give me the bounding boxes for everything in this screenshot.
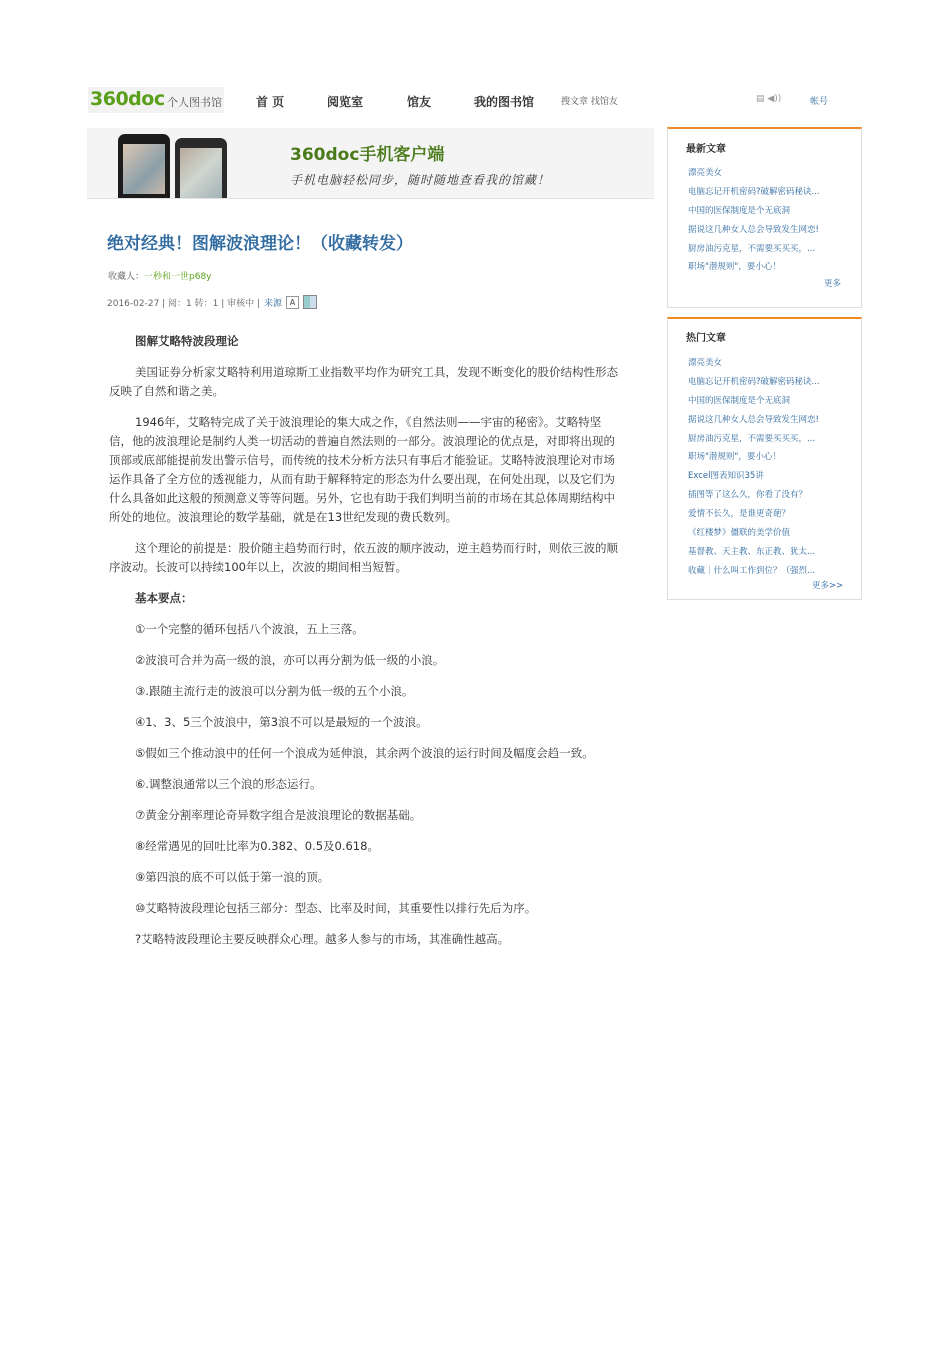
key-point: ⑩艾略特波段理论包括三部分：型态、比率及时间，其重要性以排行先后为序。 (135, 901, 537, 915)
nav-friends[interactable]: 馆友 (407, 95, 432, 109)
list-item[interactable]: 漂亮美女 (688, 358, 723, 368)
key-point: ②波浪可合并为高一级的浪，亦可以再分割为低一级的小浪。 (135, 653, 445, 667)
hot-articles-box (667, 317, 862, 600)
key-point: ④1、3、5三个波浪中，第3浪不可以是最短的一个波浪。 (135, 715, 428, 729)
key-points-heading: 基本要点： (135, 591, 193, 605)
list-item[interactable]: 插图等了这么久，你看了没有？ (688, 490, 808, 501)
nav-my-library[interactable]: 我的图书馆 (474, 95, 535, 109)
logo-subtitle: 个人图书馆 (167, 96, 222, 109)
collector-line (108, 269, 212, 282)
account-link[interactable]: 帐号 (810, 97, 829, 107)
article-meta (107, 295, 317, 309)
list-item[interactable]: 电脑忘记开机密码?破解密码秘诀... (688, 376, 820, 387)
latest-articles-box (667, 127, 862, 308)
latest-more-link[interactable]: 更多 (824, 279, 842, 289)
list-item[interactable]: 厨房油污克星，不需要买买买，... (688, 433, 816, 444)
list-item[interactable]: 电脑忘记开机密码?破解密码秘诀... (688, 186, 820, 197)
paragraph: 1946年，艾略特完成了关于波浪理论的集大成之作，《自然法则——宇宙的秘密》。艾略特坚信，他的波浪理论是制约人类一切活动的普遍自然法则的一部分。波浪理论的优点是，对即将出现的顶部或底部能提前发出警示信号，而传统的技术分析方法只有事后才能验证。艾略特波浪理论对市场运作具备了全方位的透视能力，从而有助于解释特定的形态为什么要出现，在何处出现，以及它们为什么具备如此这般的预测意义等等问题。另外，它也有助于我们判明当前的市场在其总体周期结构中所处的地位。波浪理论的数学基础，就是在13世纪发现的费氏数列。 (109, 415, 615, 524)
phone-image-2 (175, 138, 227, 199)
list-item[interactable]: 据说这几种女人总会导致发生网恋! (688, 414, 819, 425)
list-item[interactable]: Excel图表知识35讲 (688, 471, 764, 482)
hot-articles-title: 热门文章 (686, 333, 726, 344)
source-link[interactable]: 来源 (264, 298, 283, 309)
list-item[interactable]: 中国的医保制度是个无底洞 (688, 395, 791, 406)
font-size-icon[interactable]: A (286, 296, 299, 309)
nav-home[interactable]: 首 页 (256, 95, 285, 109)
key-point: ⑦黄金分割率理论奇异数字组合是波浪理论的数据基础。 (135, 808, 422, 822)
list-item[interactable]: 中国的医保制度是个无底洞 (688, 205, 791, 216)
banner-slogan: 手机电脑轻松同步，随时随地查看我的馆藏！ (290, 173, 551, 187)
list-item[interactable]: 基督教、天主教、东正教、犹太... (688, 546, 816, 557)
list-item[interactable]: 职场"潜规则"，要小心！ (688, 262, 781, 273)
collector-label: 收藏人： (108, 272, 145, 282)
banner-title: 360doc手机客户端 (290, 145, 445, 165)
list-item[interactable]: 据说这几种女人总会导致发生网恋! (688, 224, 819, 235)
list-item[interactable]: 收藏｜什么叫工作到位？（强烈... (688, 565, 816, 576)
list-item[interactable]: 厨房油污克星，不需要买买买，... (688, 243, 816, 254)
article-title: 绝对经典！图解波浪理论！（收藏转发） (107, 234, 413, 254)
search-links[interactable]: 搜文章 找馆友 (561, 97, 618, 107)
layout-grid-icon[interactable] (303, 295, 317, 309)
nav-reading-room[interactable]: 阅览室 (327, 95, 364, 109)
mobile-client-banner[interactable] (87, 128, 654, 199)
meta-text: 2016-02-27 | 阅：1 转：1 | 审核中 | (107, 298, 261, 309)
collector-name-link[interactable]: 一秒和一世p68y (144, 272, 212, 282)
key-point: ?艾略特波段理论主要反映群众心理。越多人参与的市场，其准确性越高。 (135, 932, 510, 946)
key-point: ③.跟随主流行走的波浪可以分割为低一级的五个小浪。 (135, 684, 414, 698)
key-point: ⑨第四浪的底不可以低于第一浪的顶。 (135, 870, 330, 884)
article-body (109, 332, 622, 949)
logo-brand: 360doc (90, 88, 165, 110)
list-item[interactable]: 《红楼梦》僵联的美学价值 (688, 528, 791, 539)
site-logo[interactable] (88, 87, 224, 113)
list-item[interactable]: 漂亮美女 (688, 168, 723, 178)
key-point: ⑤假如三个推动浪中的任何一个浪成为延伸浪，其余两个波浪的运行时间及幅度会趋一致。 (135, 746, 594, 760)
paragraph: 美国证券分析家艾略特利用道琼斯工业指数平均作为研究工具，发现不断变化的股价结构性形态反映了自然和谐之美。 (109, 365, 618, 398)
list-item[interactable]: 爱情不长久，是谁更奇葩？ (688, 509, 791, 520)
key-point: ⑥.调整浪通常以三个浪的形态运行。 (135, 777, 322, 791)
key-point: ①一个完整的循环包括八个波浪，五上三落。 (135, 622, 364, 636)
paragraph: 这个理论的前提是：股价随主趋势而行时，依五波的顺序波动，逆主趋势而行时，则依三波的顺序波动。长波可以持续100年以上，次波的期间相当短暂。 (109, 541, 618, 574)
section-heading: 图解艾略特波段理论 (135, 334, 239, 348)
hot-articles-list (688, 354, 820, 581)
latest-articles-list (688, 164, 820, 277)
list-item[interactable]: 职场"潜规则"，要小心！ (688, 452, 781, 463)
message-sound-icons[interactable]: ▤ ◀)) (756, 94, 782, 104)
hot-more-link[interactable]: 更多>> (812, 581, 844, 591)
key-point: ⑧经常遇见的回吐比率为0.382、0.5及0.618。 (135, 839, 379, 853)
latest-articles-title: 最新文章 (686, 144, 726, 155)
phone-image-1 (118, 134, 170, 199)
